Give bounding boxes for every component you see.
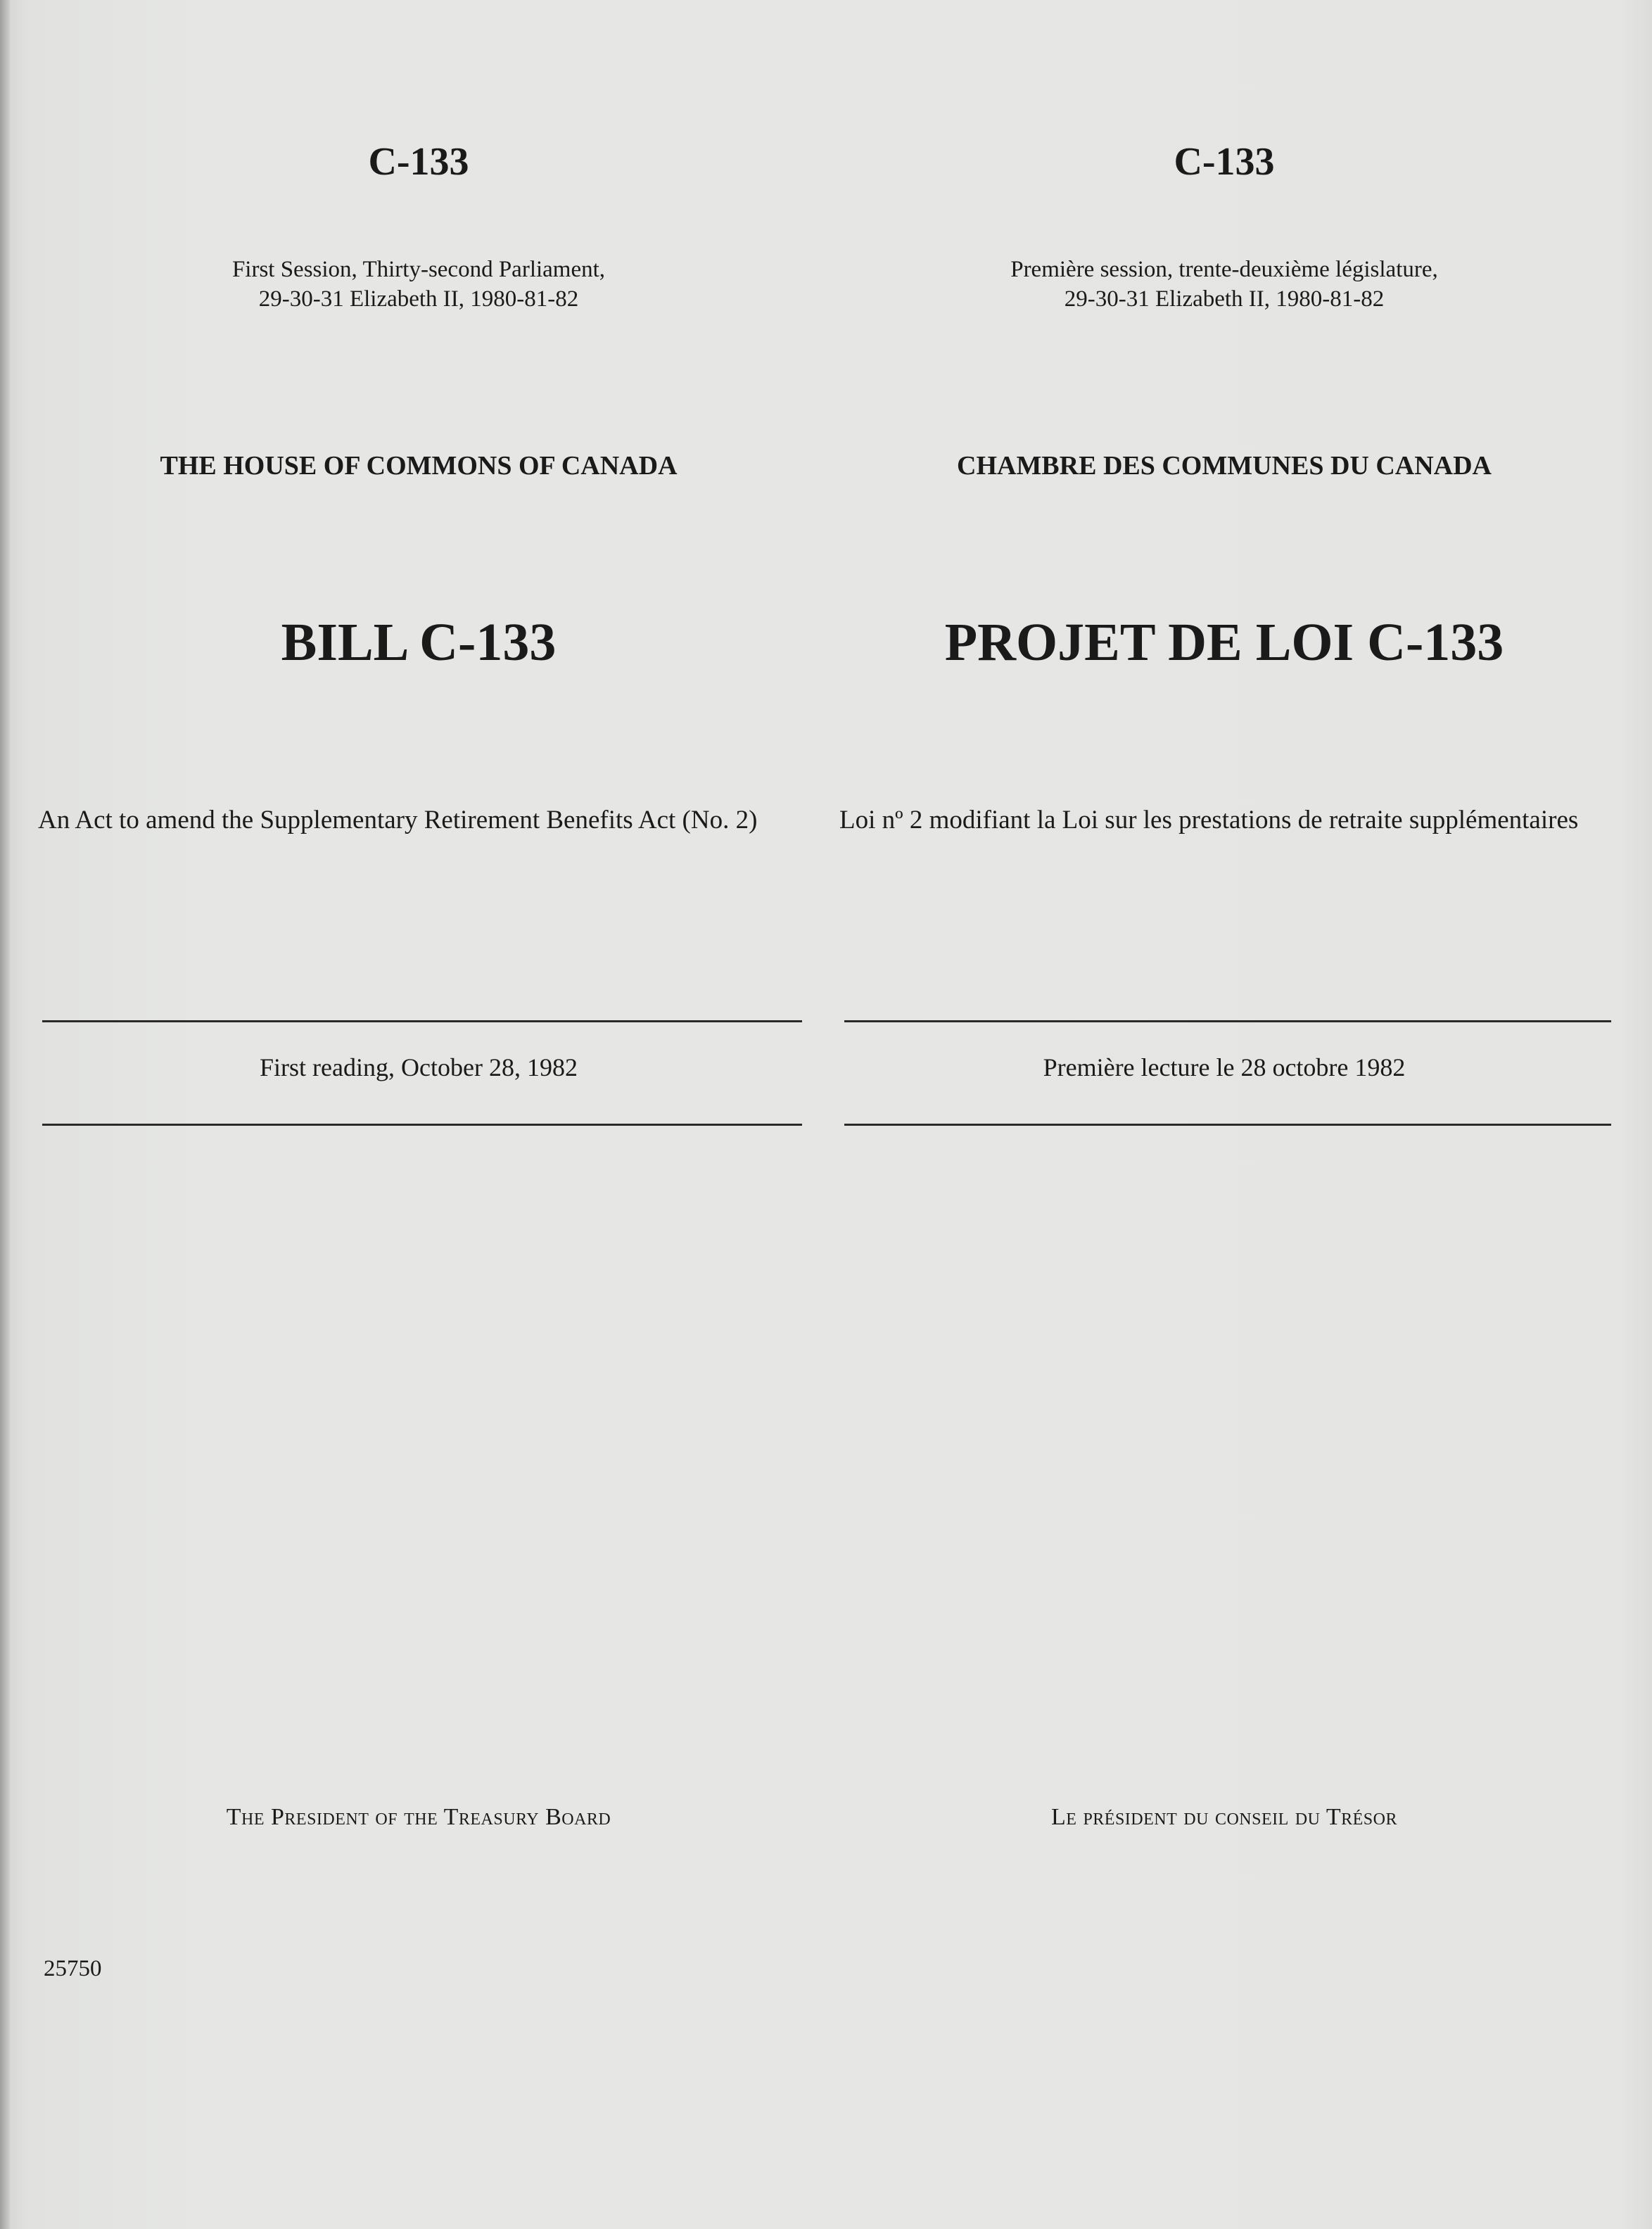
house-name-fr: CHAMBRE DES COMMUNES DU CANADA [957, 451, 1492, 481]
session-line-en: First Session, Thirty-second Parliament, [231, 257, 606, 282]
session-line-fr: Première session, trente-deuxième législature, [1010, 257, 1438, 282]
house-name-en: THE HOUSE OF COMMONS OF CANADA [160, 451, 678, 481]
session-info-en [28, 255, 809, 314]
rule-top-fr [844, 1020, 1611, 1022]
minister-en: The President of the Treasury Board [226, 1804, 611, 1830]
first-reading-en: First reading, October 28, 1982 [260, 1053, 578, 1081]
rule-top-en [42, 1020, 802, 1022]
rule-bottom-fr [844, 1124, 1611, 1126]
act-title-fr: Loi nº 2 modifiant la Loi sur les prestations de retraite supplémentaires [839, 806, 1579, 834]
english-column [28, 0, 809, 2229]
print-number: 25750 [44, 1956, 102, 1981]
minister-fr: Le président du conseil du Trésor [1051, 1804, 1397, 1830]
regnal-years-en: 29-30-31 Elizabeth II, 1980-81-82 [258, 286, 579, 312]
regnal-years-fr: 29-30-31 Elizabeth II, 1980-81-82 [1064, 286, 1385, 312]
french-column [830, 0, 1618, 2229]
bill-number-fr: C-133 [1174, 140, 1275, 184]
bill-title-en: BILL C-133 [281, 613, 557, 672]
bill-title-fr: PROJET DE LOI C-133 [944, 613, 1504, 672]
session-info-fr [830, 255, 1618, 314]
page-edge [0, 0, 10, 2229]
first-reading-fr: Première lecture le 28 octobre 1982 [1043, 1053, 1406, 1081]
bill-number-en: C-133 [368, 140, 469, 184]
act-title-en: An Act to amend the Supplementary Retirement Benefits Act (No. 2) [38, 806, 758, 834]
rule-bottom-en [42, 1124, 802, 1126]
